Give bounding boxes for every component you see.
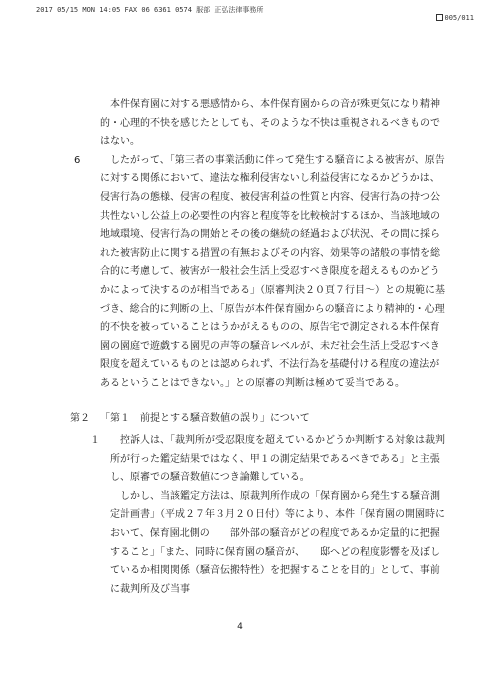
fax-page-count-text: 005/011 [444, 14, 474, 22]
fax-header [0, 0, 480, 22]
document-body [70, 96, 446, 599]
numbered-item-6 [74, 152, 446, 394]
page-number: 4 [237, 622, 243, 632]
section-title: 「第１ 前提とする騒音数値の誤り」について [100, 412, 310, 424]
fax-transmission-line: 2017 05/15 MON 14:05 FAX 06 6361 0574 服部 正弘法律事務所 [36, 6, 264, 14]
item-number: 6 [74, 154, 81, 166]
page-icon [436, 14, 443, 21]
item-number: １ [90, 435, 100, 447]
section-number: 第２ [70, 412, 90, 424]
item-text: 控訴人は、「裁判所が受忍限度を超えているかどうか判断する対象は裁判所が行った鑑定結果ではなく、甲１の測定結果であるべきである」と主張し、原審での騒音数値につき論難している。 [110, 435, 445, 484]
section-heading [70, 410, 446, 429]
fax-page-counter [436, 14, 474, 22]
numbered-item-1 [74, 432, 446, 488]
paragraph-however: しかし、当該鑑定方法は、原裁判所作成の「保育園から発生する騒音測定計画書」（平成２７年３月２０日付）等により、本件「保育園の開園時において、保育園北側の 部外部の騒音がどの程度であるか定量的に把握すること」「また、同時に保育園の騒音が、 邸へどの程度影響を及ぼしているか相関関係（騒音伝搬特性）を把握することを目的」として、事前に裁判所及び当事 [110, 490, 445, 595]
paragraph-continuation: 本件保育園に対する悪感情から、本件保育園からの音が殊更気になり精神的・心理的不快を感じたとしても、そのような不快は重視されるべきものではない。 [100, 99, 440, 148]
item-text: したがって、「第三者の事業活動に伴って発生する騒音による被害が、原告に対する関係において、違法な権利侵害ないし利益侵害になるかどうかは、侵害行為の態様、侵害の程度、被侵害利益の性質と内容、侵害行為の持つ公共性ないし公益上の必要性の内容と程度等を比較検討するほか、当該地域の地域環境、侵害行為の開始とその後の継続の経過および状況、その間に採られた被害防止に関する措置の有無およびその内容、効果等の諸般の事情を総合的に考慮して、被害が一般社会生活上受忍すべき限度を超えるものかどうかによって決するのが相当である」（原審判決２０頁７行目～）との規範に基づき、総合的に判断の上、「原告が本件保育園からの騒音により精神的・心理的不快を被っていることはうかがえるものの、原告宅で測定される本件保育園の園庭で遊戯する園児の声等の騒音レベルが、未だ社会生活上受忍すべき限度を超えているものとは認められず、不法行為を基礎付ける程度の違法があるということはできない。」との原審の判断は極めて妥当である。 [100, 154, 445, 389]
